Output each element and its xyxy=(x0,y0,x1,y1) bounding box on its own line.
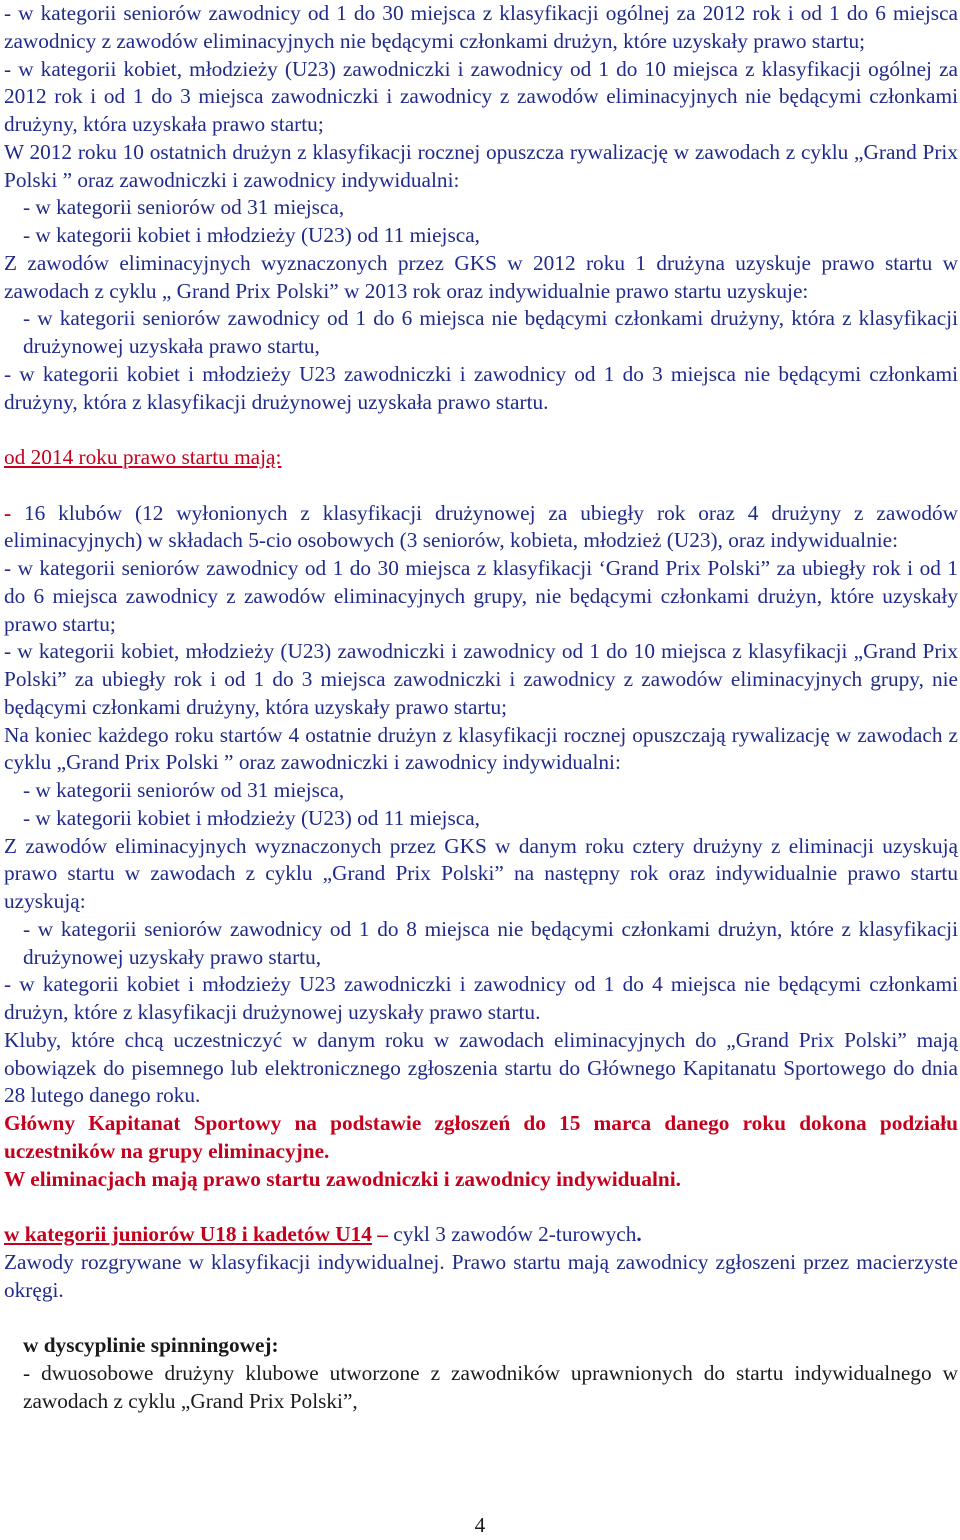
list-item-2014-women-1-4: - w kategorii kobiet i młodzieży U23 zawodniczki i zawodnicy od 1 do 4 miejsca nie będącymi członkami drużyn, które z klasyfikacji drużynowej uzyskały prawo startu. xyxy=(4,972,958,1024)
spacer xyxy=(4,472,958,500)
spacer xyxy=(4,1304,958,1332)
list-item-2014-women-11: - w kategorii kobiet i młodzieży (U23) od 11 miejsca, xyxy=(23,805,480,830)
paragraph-juniors xyxy=(4,1221,958,1249)
spacer xyxy=(4,1193,958,1221)
paragraph-2014-women-youth: - w kategorii kobiet, młodzieży (U23) zawodniczki i zawodnicy od 1 do 10 miejsca z klasyfikacji „Grand Prix Polski” za ubiegły rok i od 1 do 3 miejsca zawodniczki i zawodnicy z zawodów eliminacyjnych grupy, nie będącymi członkami drużyny, która uzyskały prawo startu; xyxy=(4,639,958,719)
list-item-seniors-1-6: - w kategorii seniorów zawodnicy od 1 do 6 miejsca nie będącymi członkami drużyny, która z klasyfikacji drużynowej uzyskała prawo startu, xyxy=(23,306,958,358)
heading-from-2014: od 2014 roku prawo startu mają: xyxy=(4,445,282,469)
list-item-women-11: - w kategorii kobiet i młodzieży (U23) od 11 miejsca, xyxy=(23,223,480,247)
paragraph-2014-seniors: - w kategorii seniorów zawodnicy od 1 do 30 miejsca z klasyfikacji ‘Grand Prix Polski” za ubiegły rok i od 1 do 6 miejsca zawodnicy z zawodów eliminacyjnych grupy, nie będącymi członkami drużyn, które uzyskały prawo startu; xyxy=(4,556,958,636)
juniors-dot: . xyxy=(636,1222,642,1246)
paragraph-2012-relegation: W 2012 roku 10 ostatnich drużyn z klasyfikacji rocznej opuszcza rywalizację w zawodach z cyklu „Grand Prix Polski ” oraz zawodniczki i zawodnicy indywidualni: xyxy=(4,139,958,192)
list-item-2014-seniors-31: - w kategorii seniorów od 31 miejsca, xyxy=(23,778,345,802)
juniors-dash: – xyxy=(371,1222,394,1246)
document-page xyxy=(4,0,958,1415)
paragraph-2012-women-youth: - w kategorii kobiet, młodzieży (U23) zawodniczki i zawodnicy od 1 do 10 miejsca z klasyfikacji ogólnej za 2012 rok i od 1 do 3 miejsca zawodniczki i zawodnicy z zawodów eliminacyjnych nie będącymi członkami drużyny, która uzyskała prawo startu; xyxy=(4,56,958,136)
paragraph-16-clubs-text: 16 klubów (12 wyłonionych z klasyfikacji drużynowej za ubiegły rok oraz 4 drużyny z zawodów eliminacyjnych) w składach 5-cio osobowych (3 seniorów, kobieta, młodzież (U23), oraz indywidualnie: xyxy=(4,500,958,553)
list-item-seniors-31: - w kategorii seniorów od 31 miejsca, xyxy=(23,195,345,220)
paragraph-2012-eliminations: Z zawodów eliminacyjnych wyznaczonych przez GKS w 2012 roku 1 drużyna uzyskuje prawo startu w zawodach z cyklu „ Grand Prix Polski” w 2013 rok oraz indywidualnie prawo startu uzyskuje: xyxy=(4,250,958,303)
paragraph-kapitanat-division: Główny Kapitanat Sportowy na podstawie zgłoszeń do 15 marca danego roku dokona podziału uczestników na grupy eliminacyjne. xyxy=(4,1111,958,1163)
paragraph-juniors-body: Zawody rozgrywane w klasyfikacji indywidualnej. Prawo startu mają zawodnicy zgłoszeni przez macierzyste okręgi. xyxy=(4,1249,958,1302)
list-item-women-1-3: - w kategorii kobiet i młodzieży U23 zawodniczki i zawodnicy od 1 do 3 miejsca nie będącymi członkami drużyny, która z klasyfikacji drużynowej uzyskała prawo startu. xyxy=(4,361,958,414)
paragraph-clubs-registration: Kluby, które chcą uczestniczyć w danym roku w zawodach eliminacyjnych do „Grand Prix Polski” mają obowiązek do pisemnego lub elektronicznego zgłoszenia startu do Głównego Kapitanatu Sportowego do dnia 28 lutego danego roku. xyxy=(4,1027,958,1108)
paragraph-2012-seniors: - w kategorii seniorów zawodnicy od 1 do 30 miejsca z klasyfikacji ogólnej za 2012 rok i od 1 do 6 miejsca zawodnicy z zawodów eliminacyjnych nie będącymi członkami drużyn, które uzyskały prawo startu; xyxy=(4,1,958,53)
heading-juniors: w kategorii juniorów U18 i kadetów U14 xyxy=(4,1222,372,1246)
red-dash: - xyxy=(4,500,12,525)
paragraph-spinning: - dwuosobowe drużyny klubowe utworzone z zawodników uprawnionych do startu indywidualnego w zawodach z cyklu „Grand Prix Polski”, xyxy=(23,1360,958,1413)
list-item-2014-seniors-1-8: - w kategorii seniorów zawodnicy od 1 do 8 miejsca nie będącymi członkami drużyn, które z klasyfikacji drużynowej uzyskały prawo startu, xyxy=(23,916,958,969)
juniors-cycle: cykl 3 zawodów 2-turowych xyxy=(393,1222,637,1246)
paragraph-2014-relegation: Na koniec każdego roku startów 4 ostatnie drużyn z klasyfikacji rocznej opuszczają rywalizację w zawodach z cyklu „Grand Prix Polski ” oraz zawodniczki i zawodnicy indywidualni: xyxy=(4,722,958,775)
heading-spinning: w dyscyplinie spinningowej: xyxy=(23,1333,279,1357)
paragraph-individuals-eliminations: W eliminacjach mają prawo startu zawodniczki i zawodnicy indywidualni. xyxy=(4,1166,681,1191)
spacer xyxy=(4,416,958,444)
paragraph-16-clubs xyxy=(4,500,958,556)
paragraph-2014-eliminations: Z zawodów eliminacyjnych wyznaczonych przez GKS w danym roku cztery drużyny z eliminacji uzyskują prawo startu w zawodach z cyklu „Grand Prix Polski” na następny rok oraz indywidualnie prawo startu uzyskują: xyxy=(4,833,958,913)
page-number: 4 xyxy=(474,1513,486,1537)
